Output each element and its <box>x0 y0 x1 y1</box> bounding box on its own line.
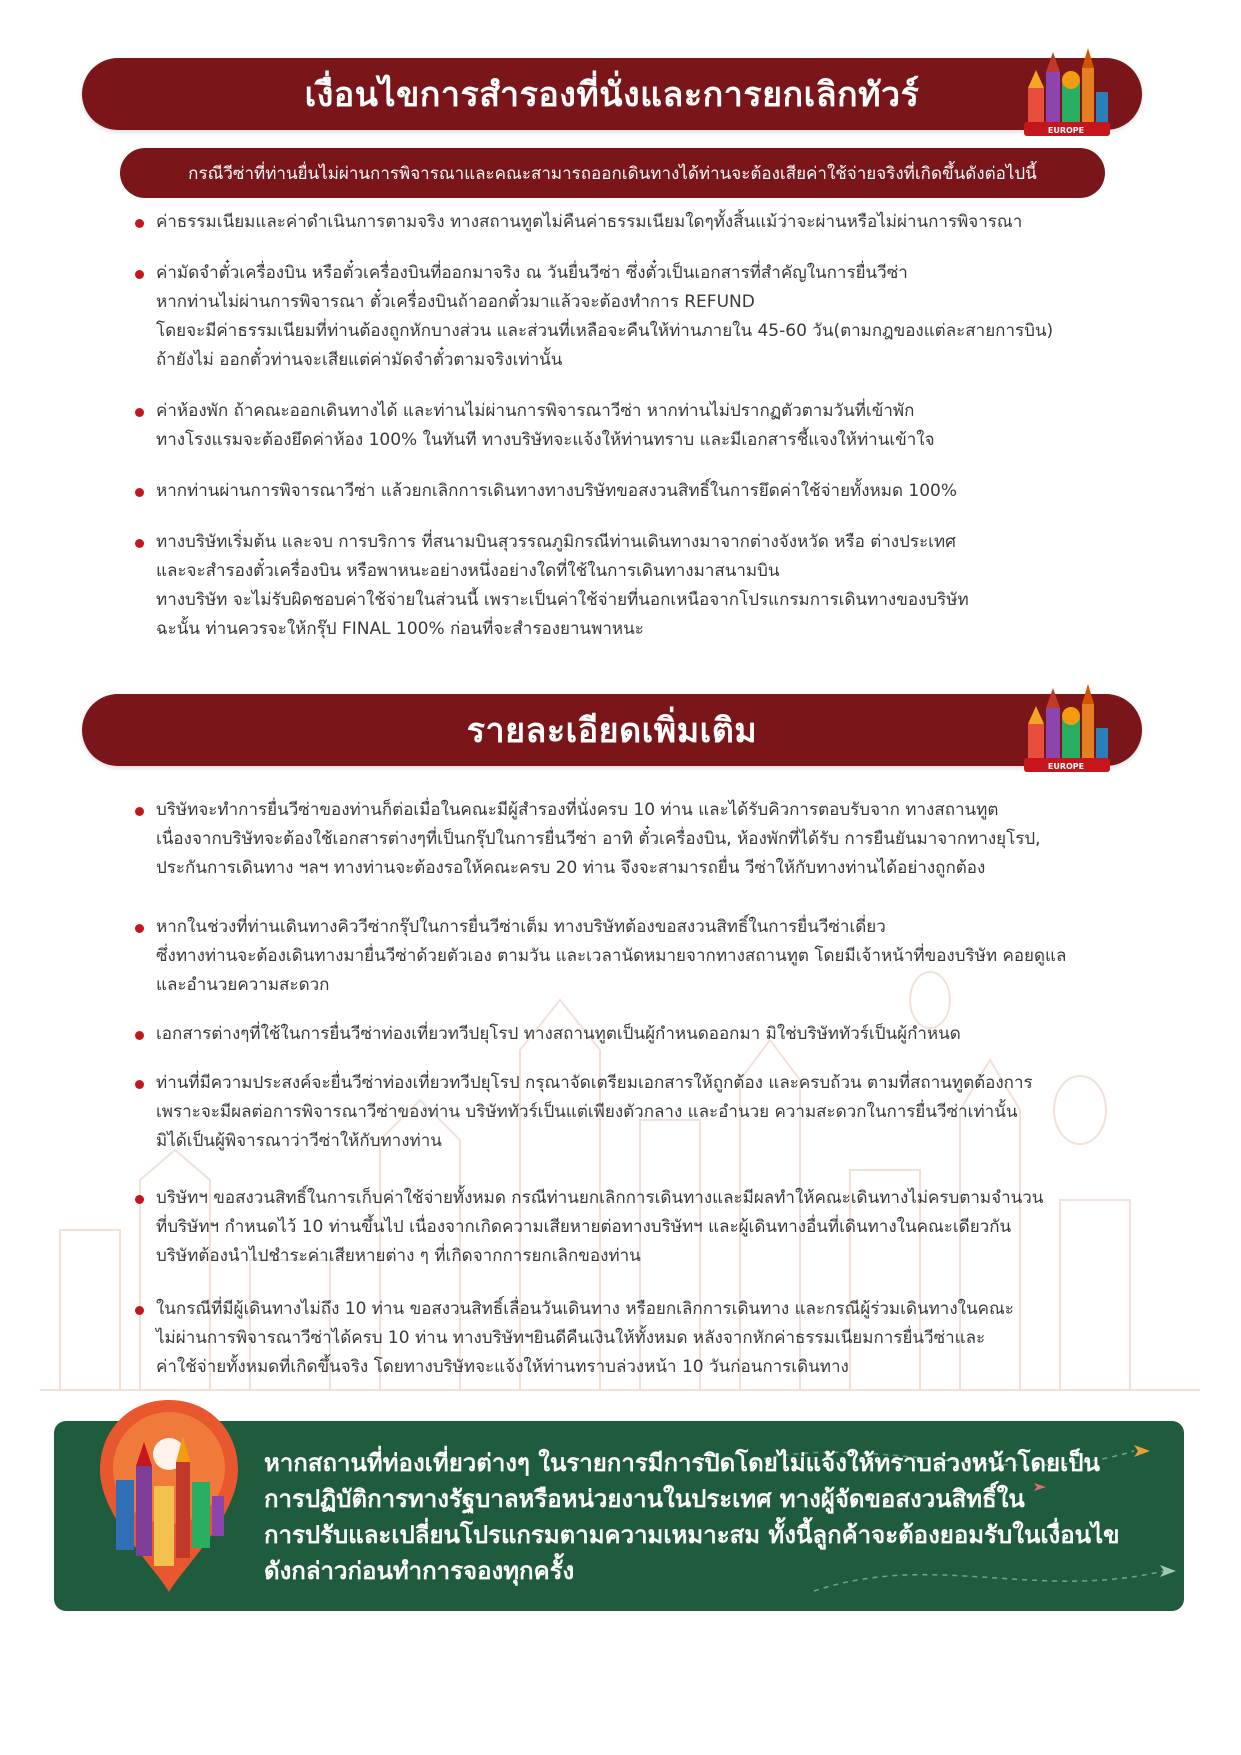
list-item: หากในช่วงที่ท่านเดินทางคิววีซ่ากรุ๊ปในการยื่นวีซ่าเต็ม ทางบริษัทต้องขอสงวนสิทธิ์ในการยื่นวีซ่าเดี่ยว ซึ่งทางท่านจะต้องเดินทางมายื่นวีซ่าด้วยตัวเอง ตามวัน และเวลานัดหมายจากทางสถานทูต โดยมีเจ้าหน้าที่ของบริษัท คอยดูแล และอำนวยความสะดวก <box>132 913 1142 1000</box>
list-item: บริษัทจะทำการยื่นวีซ่าของท่านก็ต่อเมื่อในคณะมีผู้สำรองที่นั่งครบ 10 ท่าน และได้รับคิวการตอบรับจาก ทางสถานทูต เนื่องจากบริษัทจะต้องใช้เอกสารต่างๆที่เป็นกรุ๊ปในการยื่นวีซ่า อาทิ ตั๋วเครื่องบิน, ห้องพักที่ได้รับ การยืนยันมาจากทางยุโรป, ประกันการเดินทาง ฯลฯ ทางท่านจะต้องรอให้คณะครบ 20 ท่าน จึงจะสามารถยื่น วีซ่าให้กับทางท่านได้อย่างถูกต้อง <box>132 796 1142 883</box>
footer-notice-text: หากสถานที่ท่องเที่ยวต่างๆ ในรายการมีการปิดโดยไม่แจ้งให้ทราบล่วงหน้าโดยเป็น การปฏิบัติการทางรัฐบาลหรือหน่วยงานในประเทศ ทางผู้จัดขอสงวนสิทธิ์ใน การปรับและเปลี่ยนโปรแกรมตามความเหมาะสม ทั้งนี้ลูกค้าจะต้องยอมรับในเงื่อนไข ดังกล่าวก่อนทำการจองทุกครั้ง <box>264 1449 1120 1585</box>
visa-refusal-subtitle-bar <box>120 148 1105 198</box>
list-item: หากท่านผ่านการพิจารณาวีซ่า แล้วยกเลิกการเดินทางทางบริษัทขอสงวนสิทธิ์ในการยึดค่าใช้จ่ายทั้งหมด 100% <box>132 477 1142 506</box>
europe-landmarks-icon <box>1018 42 1114 142</box>
badge-label: EUROPE <box>1047 126 1085 135</box>
list-item: ทางบริษัทเริ่มต้น และจบ การบริการ ที่สนามบินสุวรรณภูมิกรณีท่านเดินทางมาจากต่างจังหวัด หรือ ต่างประเทศ และจะสำรองตั๋วเครื่องบิน หรือพาหนะอย่างหนึ่งอย่างใดที่ใช้ในการเดินทางมาสนามบิน ทางบริษัท จะไม่รับผิดชอบค่าใช้จ่ายในส่วนนี้ เพราะเป็นค่าใช้จ่ายที่นอกเหนือจากโปรแกรมการเดินทางของบริษัท ฉะนั้น ท่านควรจะให้กรุ๊ป FINAL 100% ก่อนที่จะสำรองยานพาหนะ <box>132 528 1142 644</box>
section-banner-additional-details <box>82 694 1142 771</box>
additional-details-list <box>132 796 1142 1382</box>
section-title: เงื่อนไขการสำรองที่นั่งและการยกเลิกทัวร์ <box>304 75 920 115</box>
list-item: ค่าห้องพัก ถ้าคณะออกเดินทางได้ และท่านไม่ผ่านการพิจารณาวีซ่า หากท่านไม่ปรากฏตัวตามวันที่เข้าพัก ทางโรงแรมจะต้องยึดค่าห้อง 100% ในทันที ทางบริษัทจะแจ้งให้ท่านทราบ และมีเอกสารชี้แจงให้ท่านเข้าใจ <box>132 397 1142 455</box>
list-item: เอกสารต่างๆที่ใช้ในการยื่นวีซ่าท่องเที่ยวทวีปยุโรป ทางสถานทูตเป็นผู้กำหนดออกมา มิใช่บริษัททัวร์เป็นผู้กำหนด <box>132 1020 1142 1049</box>
list-item: ท่านที่มีความประสงค์จะยื่นวีซ่าท่องเที่ยวทวีปยุโรป กรุณาจัดเตรียมเอกสารให้ถูกต้อง และครบถ้วน ตามที่สถานทูตต้องการ เพราะจะมีผลต่อการพิจารณาวีซ่าของท่าน บริษัททัวร์เป็นแต่เพียงตัวกลาง และอำนวย ความสะดวกในการยื่นวีซ่าเท่านั้น มิได้เป็นผู้พิจารณาว่าวีซ่าให้กับทางท่าน <box>132 1069 1142 1156</box>
section-title: รายละเอียดเพิ่มเติม <box>466 711 758 751</box>
list-item: บริษัทฯ ขอสงวนสิทธิ์ในการเก็บค่าใช้จ่ายทั้งหมด กรณีท่านยกเลิกการเดินทางและมีผลทำให้คณะเดินทางไม่ครบตามจำนวน ที่บริษัทฯ กำหนดไว้ 10 ท่านขึ้นไป เนื่องจากเกิดความเสียหายต่อทางบริษัทฯ และผู้เดินทางอื่นที่เดินทางในคณะเดียวกัน บริษัทต้องนำไปชำระค่าเสียหายต่าง ๆ ที่เกิดจากการยกเลิกของท่าน <box>132 1184 1142 1271</box>
booking-conditions-list <box>132 208 1142 644</box>
list-item: ในกรณีที่มีผู้เดินทางไม่ถึง 10 ท่าน ขอสงวนสิทธิ์เลื่อนวันเดินทาง หรือยกเลิกการเดินทาง และกรณีผู้ร่วมเดินทางในคณะ ไม่ผ่านการพิจารณาวีซ่าได้ครบ 10 ท่าน ทางบริษัทฯยินดีคืนเงินให้ทั้งหมด หลังจากหักค่าธรรมเนียมการยื่นวีซ่าและ ค่าใช้จ่ายทั้งหมดที่เกิดขึ้นจริง โดยทางบริษัทจะแจ้งให้ท่านทราบล่วงหน้า 10 วันก่อนการเดินทาง <box>132 1295 1142 1382</box>
badge-label: EUROPE <box>1047 762 1085 771</box>
list-item: ค่าธรรมเนียมและค่าดำเนินการตามจริง ทางสถานทูตไม่คืนค่าธรรมเนียมใดๆทั้งสิ้นแม้ว่าจะผ่านหรือไม่ผ่านการพิจารณา <box>132 208 1142 237</box>
europe-landmarks-icon <box>1018 678 1114 778</box>
section-subtitle: กรณีวีซ่าที่ท่านยื่นไม่ผ่านการพิจารณาและคณะสามารถออกเดินทางได้ท่านจะต้องเสียค่าใช้จ่ายจริงที่เกิดขึ้นดังต่อไปนี้ <box>188 163 1037 184</box>
list-item: ค่ามัดจำตั๋วเครื่องบิน หรือตั๋วเครื่องบินที่ออกมาจริง ณ วันยื่นวีซ่า ซึ่งตั๋วเป็นเอกสารที่สำคัญในการยื่นวีซ่า หากท่านไม่ผ่านการพิจารณา ตั๋วเครื่องบินถ้าออกตั๋วมาแล้วจะต้องทำการ REFUND โดยจะมีค่าธรรมเนียมที่ท่านต้องถูกหักบางส่วน และส่วนที่เหลือจะคืนให้ท่านภายใน 45-60 วัน(ตามกฎของแต่ละสายการบิน) ถ้ายังไม่ ออกตั๋วท่านจะเสียแต่ค่ามัดจำตั๋วตามจริงเท่านั้น <box>132 259 1142 375</box>
map-pin-landmarks-icon <box>94 1396 244 1596</box>
section-banner-booking-conditions <box>82 58 1142 135</box>
